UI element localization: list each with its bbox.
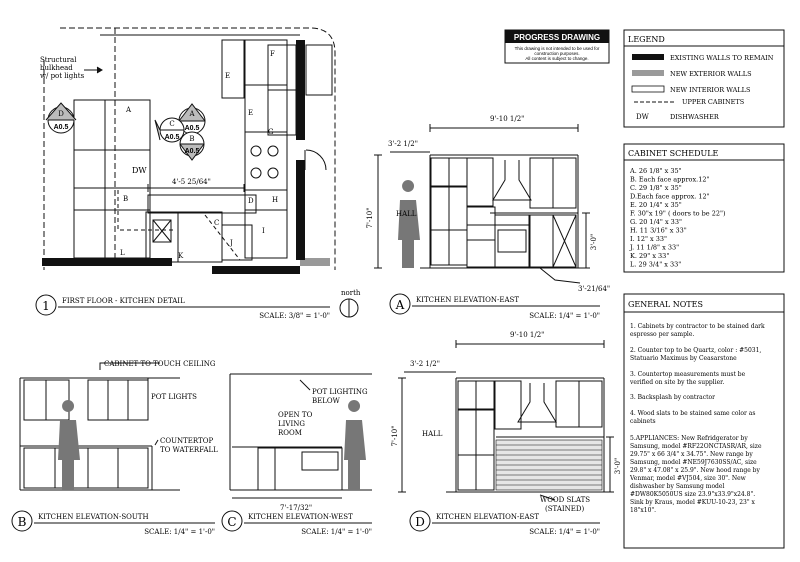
note-line: Statuario Maximus by Ceasarstone — [630, 355, 737, 362]
elev-a-hall: HALL — [396, 210, 417, 218]
elev-c-note-2c: ROOM — [278, 429, 302, 437]
note-line: espresso per sample. — [630, 331, 695, 338]
plan-letter: H — [272, 196, 279, 204]
note-line: 29.75" x 66 3/4" x 34.75". New range by — [630, 451, 753, 458]
plan-letter: C — [214, 219, 220, 227]
elev-d-dim-height: 7'-10" — [391, 425, 399, 447]
plan-letter: L — [120, 249, 125, 257]
elev-c-note-2a: OPEN TO — [278, 411, 313, 419]
legend-swatch-interior — [632, 86, 664, 92]
plan-dw-label: DW — [132, 166, 147, 175]
progress-line-3: All content is subject to change. — [525, 56, 589, 61]
elev-d-hall: HALL — [422, 430, 443, 438]
notes-title: GENERAL NOTES — [628, 300, 703, 309]
elev-b-title: KITCHEN ELEVATION-SOUTH — [38, 513, 149, 521]
plan-dim: 4'-5 25/64" — [172, 178, 211, 186]
note-line: 4. Wood slats to be stained same color as — [630, 410, 756, 417]
plan-letter: E — [225, 72, 231, 80]
plan-letter: K — [178, 252, 184, 260]
plan-letter: A — [126, 106, 132, 114]
note-line: Venmar, model #VJ504, size 30". New — [630, 475, 746, 482]
elev-b-scale: SCALE: 1/4" = 1'-0" — [144, 528, 215, 536]
north-label: north — [341, 289, 361, 297]
elev-d-dim-small: 3'-2 1/2" — [410, 360, 440, 368]
progress-stamp — [505, 30, 609, 63]
schedule-item: A. 26 1/8" x 35" — [630, 167, 682, 175]
elev-d-letter: D — [415, 515, 425, 529]
wood-slats — [496, 440, 602, 490]
note-line: #DW80K5050US size 23.9"x33.9"x24.8". — [630, 491, 756, 498]
elev-c-dim: 7'-17/32" — [280, 504, 313, 512]
schedule-item: E. 20 1/4" x 35" — [630, 201, 682, 209]
elev-a-scale: SCALE: 1/4" = 1'-0" — [529, 312, 600, 320]
cabinet-schedule — [624, 144, 784, 272]
plan-letter: F — [270, 50, 275, 58]
note-line: dishwasher by Samsung model — [630, 483, 725, 490]
elev-b-note-3b: TO WATERFALL — [160, 446, 218, 454]
elev-a-dim-height: 7'-10" — [366, 207, 374, 229]
tag-d-bottom: A0.5 — [53, 124, 69, 131]
schedule-item: D.Each face approx. 12" — [630, 192, 710, 201]
schedule-item: L. 29 3/4" x 33" — [630, 260, 682, 269]
elev-d-slats-1: WOOD SLATS — [540, 496, 591, 504]
tag-b-top: B — [189, 135, 195, 143]
progress-line-2: construction purposes. — [534, 51, 580, 56]
legend-swatch-existing — [632, 54, 664, 60]
elev-c-title: KITCHEN ELEVATION-WEST — [248, 513, 353, 521]
general-notes — [624, 294, 784, 548]
bulkhead-note-1: Structural — [40, 56, 77, 64]
plan-letter: I — [262, 227, 265, 235]
elev-b-note-3a: COUNTERTOP — [160, 437, 214, 445]
note-line: Samsung, model #NE59J7630SS/AC, size — [630, 459, 757, 466]
elev-b-letter: B — [17, 515, 27, 529]
tag-d-top: D — [58, 110, 64, 118]
plan-letter: J — [230, 239, 233, 247]
elev-d-slats-2: (STAINED) — [545, 505, 585, 513]
plan-letter: B — [123, 195, 129, 203]
legend-item-exterior: NEW EXTERIOR WALLS — [670, 70, 752, 78]
tag-b-bottom: A0.5 — [184, 148, 200, 155]
schedule-item: K. 29" x 33" — [630, 252, 670, 260]
schedule-item: B. Each face approx.12" — [630, 175, 710, 184]
legend-item-interior: NEW INTERIOR WALLS — [670, 86, 751, 94]
elev-a-letter: A — [395, 298, 405, 312]
bulkhead-note-2: bulkhead — [40, 64, 73, 72]
elev-c-note-1a: POT LIGHTING — [312, 388, 368, 396]
elev-d-dim-top: 9'-10 1/2" — [510, 331, 545, 339]
elev-c-note-2b: LIVING — [278, 420, 305, 428]
elev-d-dim-counter: 3'-0" — [614, 457, 622, 475]
note-line: 3. Countertop measurements must be — [630, 371, 746, 378]
elev-a-title: KITCHEN ELEVATION-EAST — [416, 296, 519, 304]
note-line: Sink by Kraus, model #KUU-10-23, 23" x — [630, 499, 755, 506]
tag-a-bottom: A0.5 — [184, 125, 200, 132]
legend-item-dw: DISHWASHER — [670, 113, 719, 121]
elev-a-dim-bottom: 3'-21/64" — [578, 285, 611, 293]
elev-a-dim-small: 3'-2 1/2" — [388, 140, 418, 148]
note-line: verified on site by the supplier. — [630, 379, 725, 386]
note-line: 2. Counter top to be Quartz, color : #5031, — [630, 347, 762, 354]
plan-letter: E — [248, 109, 254, 117]
bulkhead-note-3: w/ pot lights — [40, 72, 85, 80]
plan-letter: D — [248, 197, 254, 205]
legend-swatch-exterior — [632, 70, 664, 76]
note-line: 5.APPLIANCES: New Refridgerator by — [630, 435, 748, 442]
tag-a-top: A — [189, 110, 195, 118]
legend-dw-abbr: DW — [636, 113, 649, 121]
elev-a-dim-counter: 3'-0" — [590, 233, 598, 251]
plan-number: 1 — [42, 299, 50, 313]
schedule-item: F. 30"x 19" ( doors to be 22") — [630, 209, 726, 218]
progress-title: PROGRESS DRAWING — [513, 33, 601, 42]
tag-c-top: C — [169, 120, 175, 128]
legend-title: LEGEND — [628, 35, 665, 44]
schedule-item: I. 12" x 33" — [630, 235, 668, 243]
elev-d-scale: SCALE: 1/4" = 1'-0" — [529, 528, 600, 536]
plan-title: FIRST FLOOR - KITCHEN DETAIL — [62, 297, 185, 305]
note-line: 1. Cabinets by contractor to be stained dark — [630, 323, 765, 330]
elev-d-title: KITCHEN ELEVATION-EAST — [436, 513, 539, 521]
note-line: 29.8" x 47.08" x 25.9". New hood range by — [630, 467, 760, 474]
elev-b-note-2: POT LIGHTS — [151, 393, 197, 401]
elev-c-letter: C — [227, 515, 237, 529]
plan-scale: SCALE: 3/8" = 1'-0" — [259, 312, 330, 320]
legend-item-existing: EXISTING WALLS TO REMAIN — [670, 54, 774, 62]
elev-a-dim-top: 9'-10 1/2" — [490, 115, 525, 123]
elev-c-scale: SCALE: 1/4" = 1'-0" — [301, 528, 372, 536]
note-line: 18"x10". — [630, 507, 657, 514]
legend — [624, 30, 784, 127]
schedule-item: H. 11 3/16" x 33" — [630, 226, 687, 235]
plan-letter: G — [268, 128, 274, 136]
tag-c-bottom: A0.5 — [164, 134, 180, 141]
schedule-item: G. 20 1/4" x 33" — [630, 218, 682, 226]
elev-c-note-1b: BELOW — [312, 397, 340, 405]
note-line: 3. Backsplash by contractor — [630, 394, 715, 401]
elev-b-note-1: CABINET TO TOUCH CEILING — [104, 360, 216, 368]
schedule-item: C. 29 1/8" x 35" — [630, 184, 682, 192]
note-line: cabinets — [630, 418, 656, 425]
legend-item-upper: UPPER CABINETS — [682, 98, 745, 106]
schedule-item: J. 11 1/8" x 33" — [630, 243, 680, 252]
progress-line-1: This drawing is not intended to be used for — [514, 46, 600, 51]
schedule-title: CABINET SCHEDULE — [628, 149, 719, 158]
note-line: Samsung, model #RF22ONCTASR/AR, size — [630, 443, 762, 450]
